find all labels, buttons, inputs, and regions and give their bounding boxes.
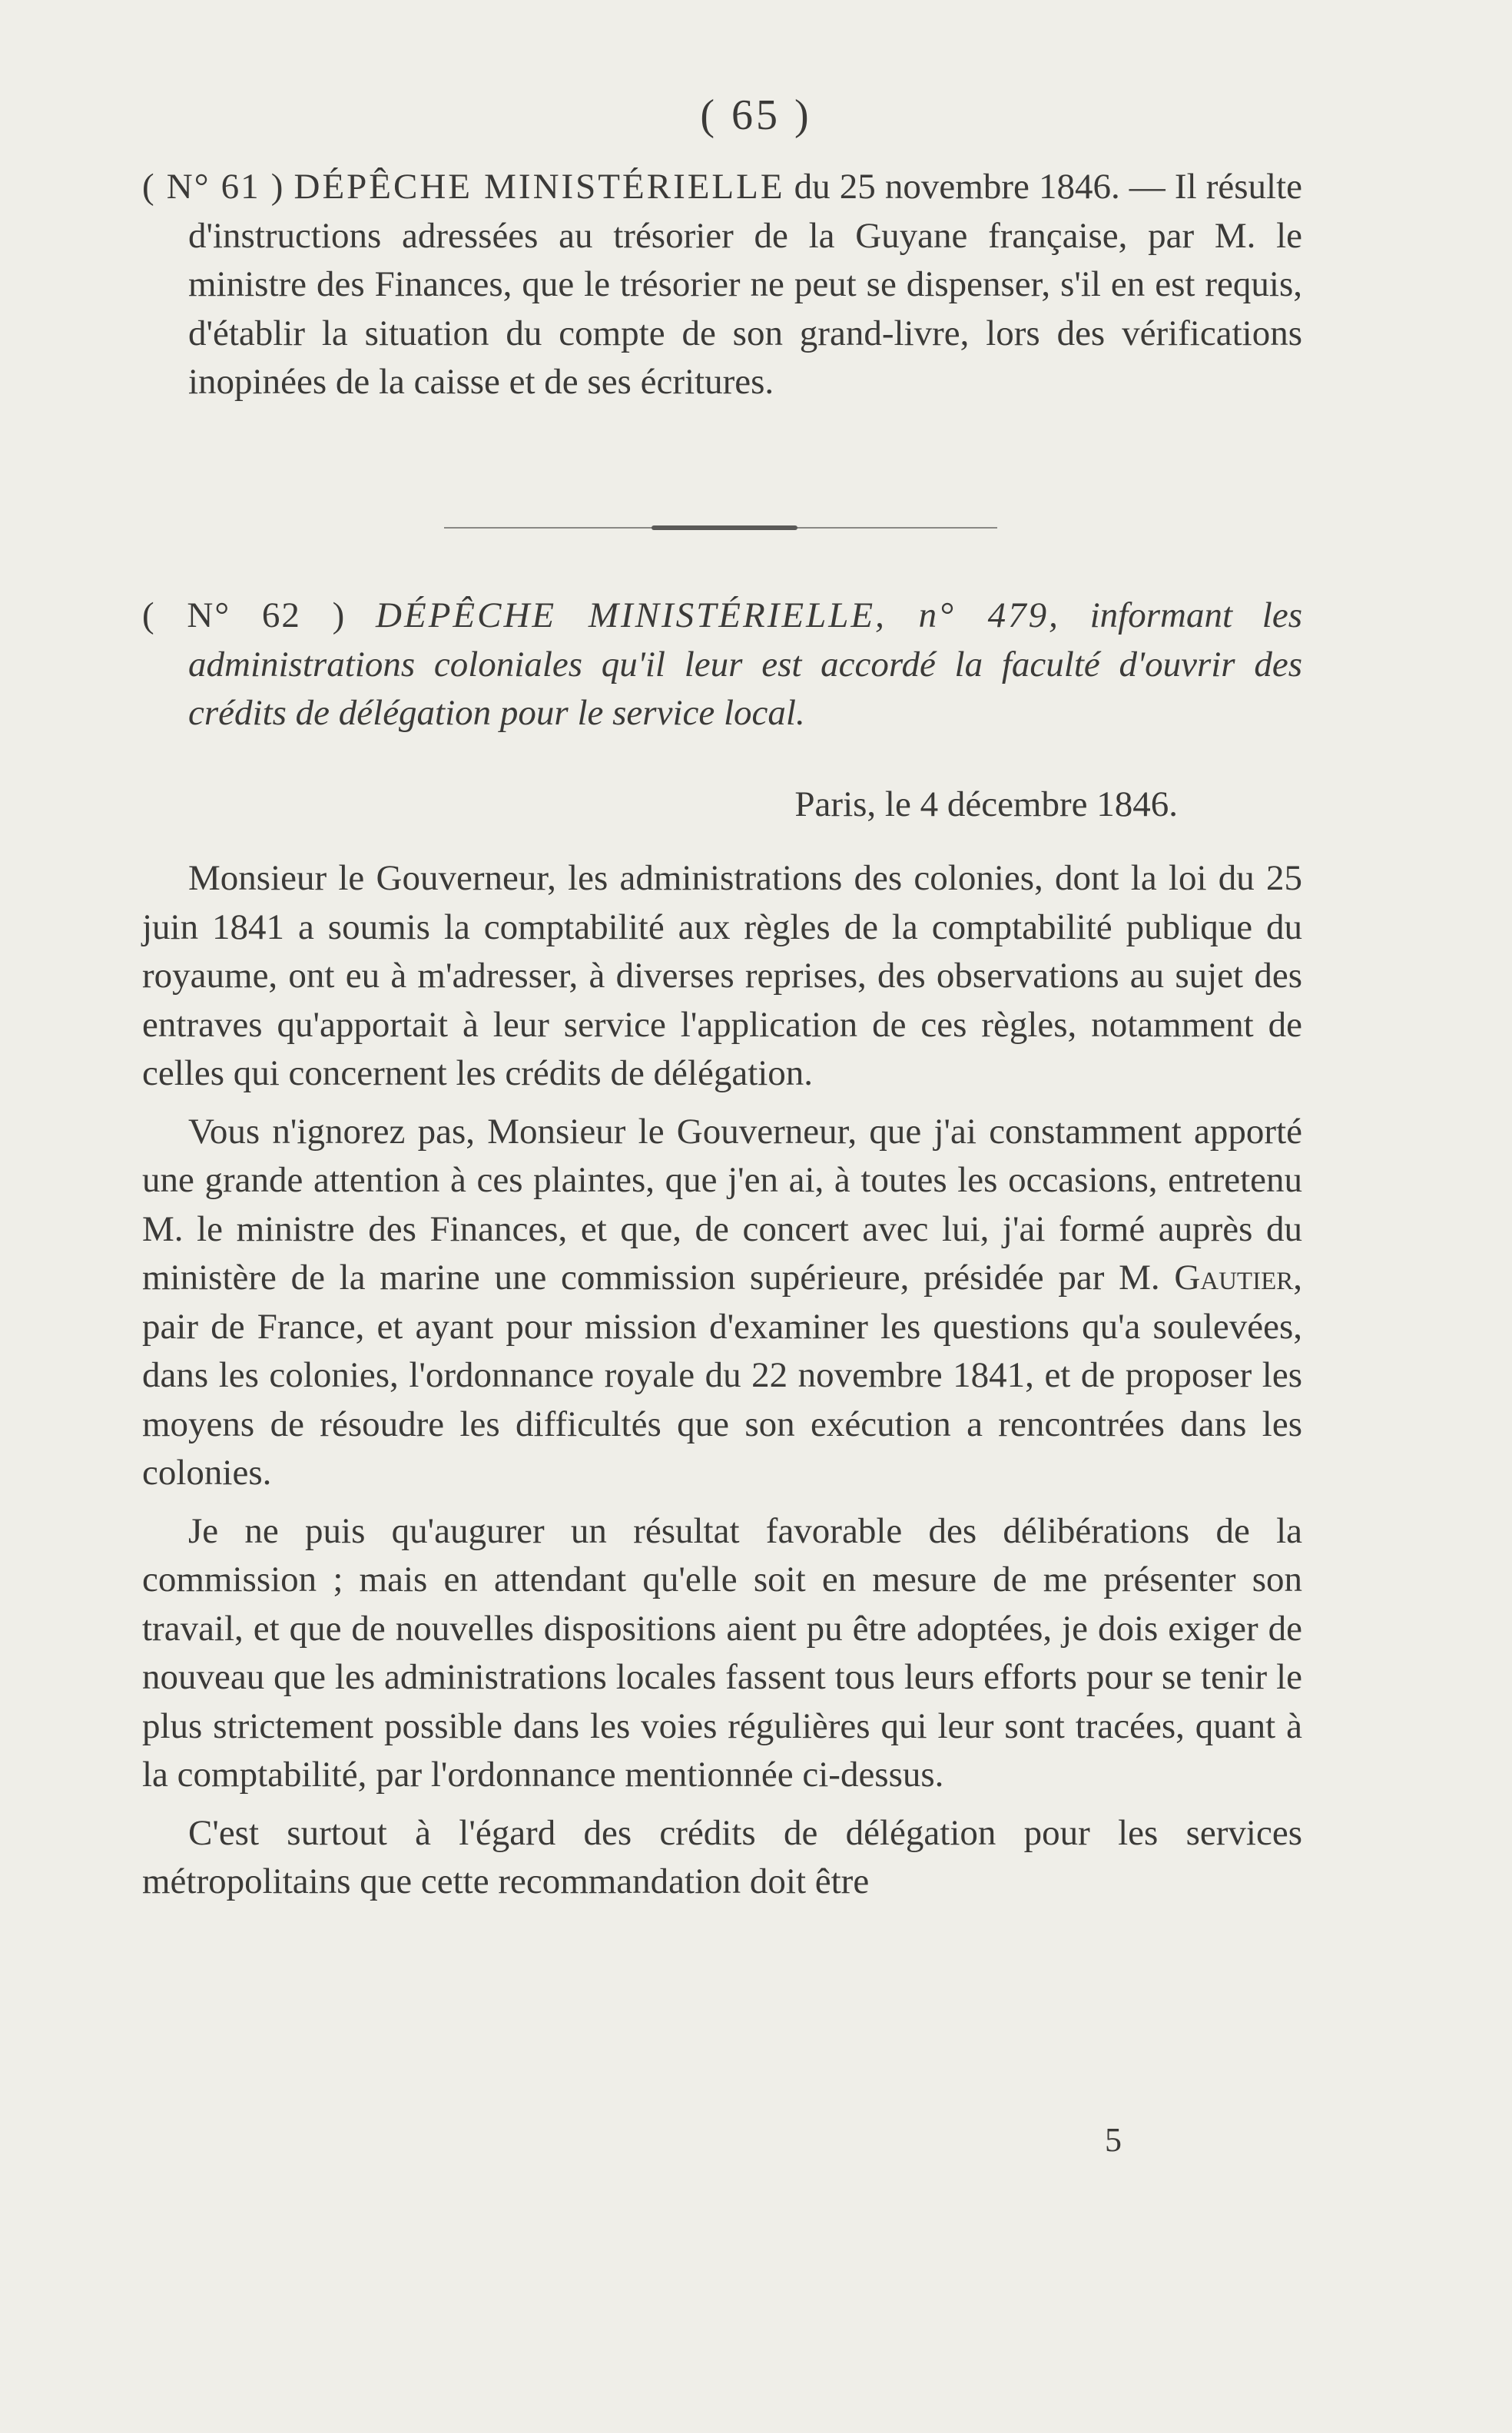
entry-61-text: du 25 novembre 1846. — Il résulte d'instructions adressées au trésorier de la Guyane française, par M. le ministre des Finances, que le trésorier ne peut se dispenser, s'il en est requis, d'établir la situation du compte de son grand-livre, lors des vérifications inopinées de la caisse et de ses écritures.: [188, 167, 1303, 402]
entry-61-number: ( N° 61 ): [142, 167, 285, 207]
entry-61: [142, 163, 1302, 407]
letter-paragraph-2: [142, 1108, 1302, 1498]
entry-62-number: ( N° 62 ): [142, 595, 346, 635]
letter-body: [142, 854, 1302, 1916]
dateline: Paris, le 4 décembre 1846.: [794, 784, 1178, 824]
entry-62: [142, 592, 1302, 738]
letter-paragraph-1: Monsieur le Gouverneur, les administrations des colonies, dont la loi du 25 juin 1841 a soumis la comptabilité aux règles de la comptabilité publique du royaume, ont eu à m'adresser, à diverses reprises, des observations au sujet des entraves qu'apportait à leur service l'application de ces règles, notamment de celles qui concernent les crédits de délégation.: [142, 858, 1302, 1093]
section-divider: [444, 527, 997, 529]
entry-62-text: informant les administrations coloniales qu'il leur est accordé la faculté d'ouvrir des crédits de délégation pour le service local.: [188, 595, 1302, 733]
entry-61-title: DÉPÊCHE MINISTÉRIELLE: [293, 167, 785, 207]
letter-paragraph-4: C'est surtout à l'égard des crédits de délégation pour les services métropolitains que cette recommandation doit être: [142, 1812, 1302, 1901]
entry-61-paragraph: [142, 163, 1302, 407]
letter-paragraph-2-before: Vous n'ignorez pas, Monsieur le Gouverneur, que j'ai constamment apporté une grande attention à ces plaintes, que j'en ai, à toutes les occasions, entretenu M. le ministre des Finances, et que, de concert avec lui, j'ai formé auprès du ministère de la marine une commission supérieure, présidée par M.: [142, 1111, 1302, 1298]
president-name: Gautier: [1174, 1258, 1294, 1298]
entry-62-title: DÉPÊCHE MINISTÉRIELLE, n° 479,: [376, 595, 1060, 635]
letter-paragraph-3: Je ne puis qu'augurer un résultat favorable des délibérations de la commission ; mais en attendant qu'elle soit en mesure de me présenter son travail, et que de nouvelles dispositions aient pu être adoptées, je dois exiger de nouveau que les administrations locales fassent tous leurs efforts pour se tenir le plus strictement possible dans les voies régulières qui leur sont tracées, quant à la comptabilité, par l'ordonnance mentionnée ci-dessus.: [142, 1510, 1302, 1795]
page-number: ( 65 ): [700, 91, 812, 139]
letter-paragraph-2-after: , pair de France, et ayant pour mission d'examiner les questions qu'a soulevées, dans les colonies, l'ordonnance royale du 22 novembre 1841, et de proposer les moyens de résoudre les difficultés que son exécution a rencontrées dans les colonies.: [142, 1258, 1302, 1493]
entry-62-paragraph: [142, 592, 1302, 738]
signature-mark: 5: [1105, 2121, 1122, 2159]
